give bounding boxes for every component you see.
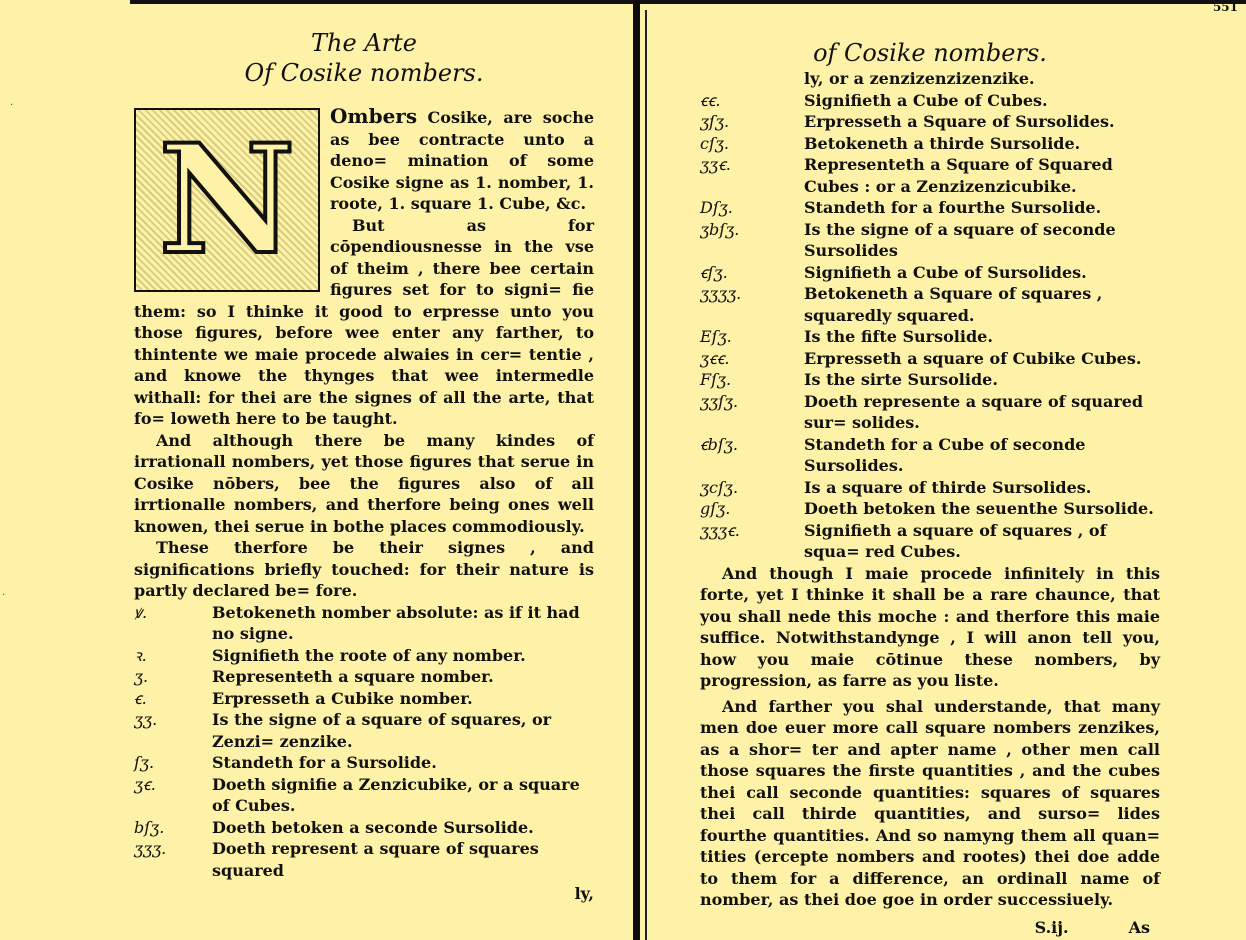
right-catchword: As bbox=[1128, 917, 1150, 937]
left-page bbox=[134, 0, 594, 905]
sign-row bbox=[134, 645, 594, 667]
paragraph-3: And although there be many kindes of irrationall nombers, yet those figures that serue in Cosike nōbers, bee the figures also of all irrtionalle nombers, and therfore being ones well knowen, thei serue in bothe places commodiously. bbox=[134, 430, 594, 536]
sign-row bbox=[700, 498, 1160, 520]
sign-row bbox=[700, 219, 1160, 262]
sign-symbol: ʒcſʒ. bbox=[700, 477, 739, 497]
sign-description: Betokeneth nomber absolute: as if it had no signe. bbox=[212, 602, 580, 643]
sign-symbol: ʒʒʒꞓ. bbox=[700, 520, 740, 540]
sign-symbol: ʒʒ. bbox=[134, 710, 158, 729]
sign-description: Betokeneth a thirde Sursolide. bbox=[804, 133, 1081, 153]
sign-description: Signifieth the roote of any nomber. bbox=[212, 645, 526, 665]
initial-letter: N bbox=[158, 112, 296, 288]
margin-speck: · bbox=[10, 100, 14, 111]
sign-symbol: ʒʒꞓ. bbox=[700, 155, 731, 174]
book-gutter bbox=[633, 0, 640, 940]
sign-symbol: ꝛ. bbox=[134, 645, 147, 665]
sign-description: Is a square of thirde Sursolides. bbox=[804, 477, 1092, 497]
sign-description: Represenŧeth a square nomber. bbox=[212, 667, 494, 686]
left-title-line2: Of Cosike nombers. bbox=[244, 59, 484, 87]
page-number-mark: 551 bbox=[1212, 0, 1238, 14]
sign-description: Doeth represente a square of squared sur= solides. bbox=[804, 391, 1144, 432]
left-catchword: ly, bbox=[574, 884, 594, 903]
right-title: of Cosike nombers. bbox=[813, 39, 1047, 67]
sign-description: Doeth signifie a Zenzicubike, or a square of Cubes. bbox=[212, 774, 580, 815]
left-title-line1: The Arte bbox=[311, 29, 417, 57]
sign-row bbox=[700, 369, 1160, 391]
sign-symbol: ʒʒʒ. bbox=[134, 839, 167, 858]
sign-symbol: bſʒ. bbox=[134, 817, 165, 837]
sign-row bbox=[700, 283, 1160, 326]
sign-symbol: ʒꞓꞓ. bbox=[700, 348, 730, 368]
sign-row bbox=[700, 90, 1160, 112]
sign-symbol: ʒbſʒ. bbox=[700, 219, 740, 239]
sign-description: Doeth represent a square of squares squared bbox=[212, 839, 539, 880]
sign-description: Signifieth a square of squares , of squa= red Cubes. bbox=[804, 520, 1107, 561]
sign-description: Representeth a Square of Squared Cubes : or a Zenzizenzicubike. bbox=[804, 155, 1113, 196]
sign-symbol: Fſʒ. bbox=[700, 370, 732, 389]
sign-description: Doeth betoken the seuenthe Sursolide. bbox=[804, 499, 1154, 518]
sign-row bbox=[700, 434, 1160, 477]
sign-symbol: Eſʒ. bbox=[700, 327, 732, 346]
signature-mark: S.ij. bbox=[1034, 917, 1069, 937]
sign-description: Is the signe of a square of seconde Sursolides bbox=[804, 219, 1116, 260]
sign-description: Erpresseth a Cubike nomber. bbox=[212, 688, 473, 708]
sign-description: Betokeneth a Square of squares , squaredly squared. bbox=[804, 284, 1103, 325]
sign-row bbox=[700, 111, 1160, 133]
sign-symbol: Dſʒ. bbox=[700, 198, 733, 217]
left-sign-list bbox=[134, 602, 594, 882]
sign-description: Standeth for a Sursolide. bbox=[212, 753, 437, 772]
intro-lead: Ombers bbox=[330, 104, 418, 128]
sign-symbol: cſʒ. bbox=[700, 133, 729, 153]
decorated-initial bbox=[134, 108, 320, 292]
sign-description: Standeth for a fourthe Sursolide. bbox=[804, 198, 1102, 217]
sign-description: Erpresseth a Square of Sursolides. bbox=[804, 112, 1115, 131]
sign-row bbox=[700, 326, 1160, 348]
sign-row bbox=[700, 133, 1160, 155]
sign-symbol: ʒʒſʒ. bbox=[700, 391, 739, 411]
sign-description: Is the fifte Sursolide. bbox=[804, 327, 993, 346]
sign-symbol: ʒ. bbox=[134, 667, 149, 686]
sign-symbol: ꞓbſʒ. bbox=[700, 434, 738, 454]
sign-row bbox=[700, 348, 1160, 370]
sign-row bbox=[134, 666, 594, 688]
sign-row bbox=[134, 709, 594, 752]
sign-row bbox=[700, 477, 1160, 499]
sign-row bbox=[700, 197, 1160, 219]
sign-row bbox=[700, 262, 1160, 284]
sign-row bbox=[134, 774, 594, 817]
sign-description: Signifieth a Cube of Cubes. bbox=[804, 90, 1048, 110]
sign-row bbox=[700, 520, 1160, 563]
sign-description: Doeth betoken a seconde Sursolide. bbox=[212, 817, 534, 837]
margin-speck: · bbox=[2, 590, 6, 601]
sign-description: Standeth for a Cube of seconde Sursolides. bbox=[804, 434, 1086, 475]
right-sign-list bbox=[700, 90, 1160, 563]
sign-description: Is the sirte Sursolide. bbox=[804, 370, 998, 389]
sign-symbol: ʒꞓ. bbox=[134, 774, 156, 794]
intro-text: Cosike, are soche as bee contracte unto a deno= mination of some Cosike signe as 1. nomber, 1. roote, 1. square 1. Cube, &c. bbox=[330, 108, 594, 213]
right-page bbox=[700, 0, 1160, 938]
sign-symbol: ſʒ. bbox=[134, 753, 155, 772]
sign-symbol: ʒʒʒʒ. bbox=[700, 284, 742, 303]
sign-row bbox=[134, 838, 594, 881]
sign-row bbox=[134, 752, 594, 774]
sign-row bbox=[134, 817, 594, 839]
right-footer bbox=[700, 917, 1160, 939]
sign-symbol: ꞓꞓ. bbox=[700, 90, 721, 110]
right-paragraph-2: And farther you shal understande, that many men doe euer more call square nombers zenzikes, as a shor= ter and apter name , other men call those squares the firste quantities , and the cubes thei call seconde quantities: squares of squares thei call thirde quantities, and surso= lides fourthe quantities. And so namyng them all quan= tities (ercepte nombers and rootes) thei doe adde to them for a difference, an ordinall name of nomber, as thei doe goe in order successiuely. bbox=[700, 696, 1160, 909]
sign-symbol: ꞓ. bbox=[134, 688, 147, 708]
sign-symbol: ꝟ. bbox=[134, 602, 148, 622]
sign-description: Is the signe of a square of squares, or Zenzi= zenzike. bbox=[212, 710, 552, 751]
paragraph-2: But as for cōpendiousnesse in the vse of theim , there bee certain figures set for to signi= fie them: so I thinke it good to erpresse unto you those figures, before wee enter any farther, to thintente we maie procede alwaies in cer= tentie , and knowe the thynges that wee intermedle withall: for thei are the signes of all the arte, that fo= loweth here to be taught. bbox=[134, 215, 594, 428]
paragraph-4: These therfore be their signes , and significations briefly touched: for their nature is partly declared be= fore. bbox=[134, 538, 594, 600]
sign-description: Signifieth a Cube of Sursolides. bbox=[804, 262, 1087, 282]
sign-row bbox=[700, 391, 1160, 434]
sign-row bbox=[134, 602, 594, 645]
sign-symbol: gſʒ. bbox=[700, 499, 731, 518]
sign-symbol: ꞓſʒ. bbox=[700, 262, 728, 282]
sign-symbol: ʒſʒ. bbox=[700, 112, 730, 131]
right-paragraph-1: And though I maie procede infinitely in this forte, yet I thinke it shall be a rare chaunce, that you shall nede this moche : and therfore this maie suffice. Notwithstandynge , I will anon tell you, how you maie cōtinue these nombers, by progression, as farre as you liste. bbox=[700, 563, 1160, 690]
gutter-shadow bbox=[645, 10, 647, 940]
sign-row bbox=[700, 154, 1160, 197]
intro-section bbox=[134, 106, 594, 430]
sign-row bbox=[134, 688, 594, 710]
right-first-line: ly, or a zenzizenzizenzike. bbox=[804, 69, 1035, 88]
sign-description: Erpresseth a square of Cubike Cubes. bbox=[804, 348, 1142, 368]
